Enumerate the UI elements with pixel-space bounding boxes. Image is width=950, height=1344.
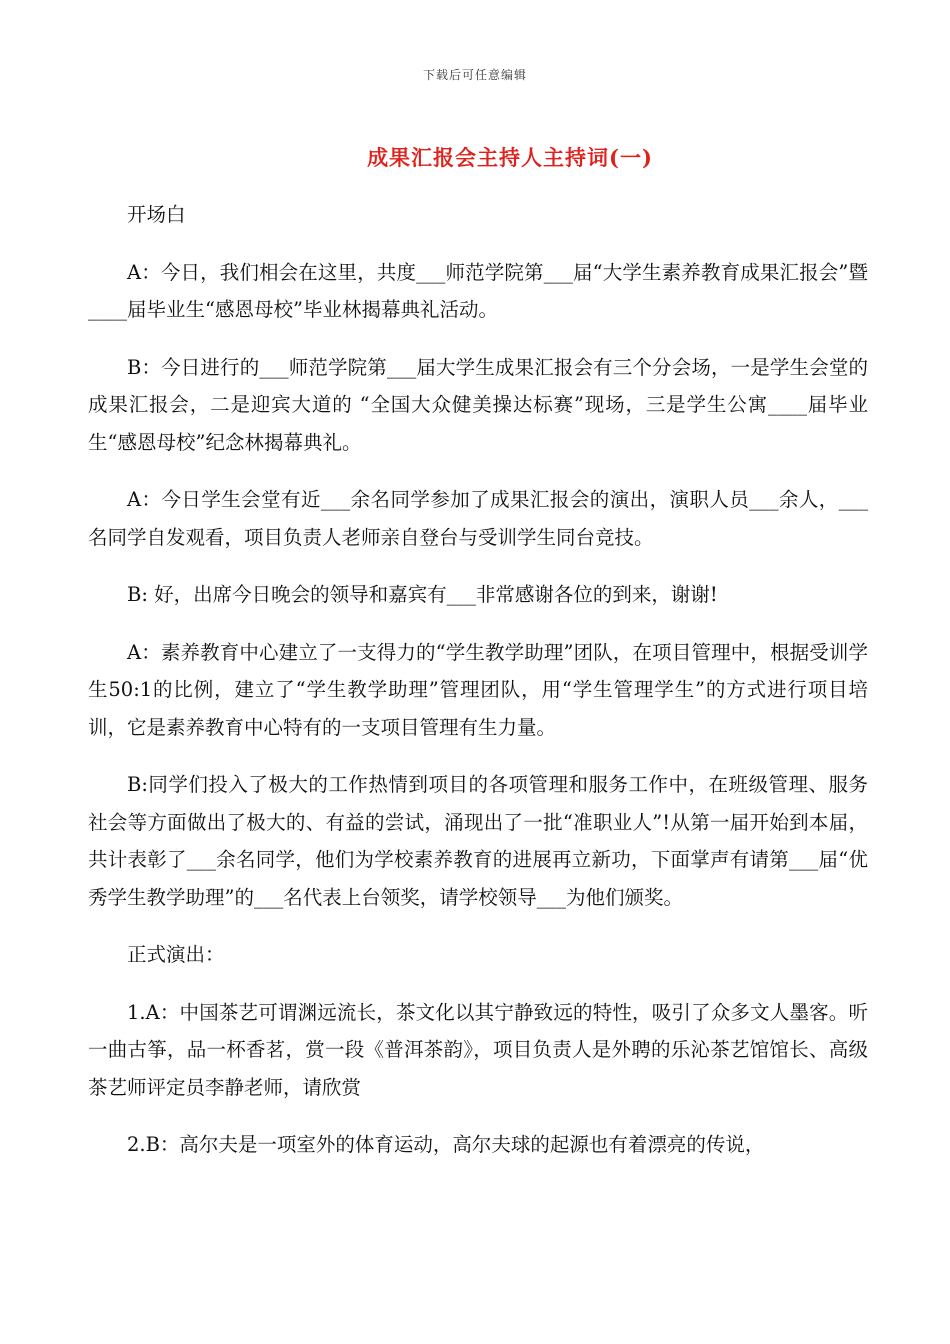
section-heading-performance: 正式演出： <box>127 943 225 966</box>
paragraph: A：素养教育中心建立了一支得力的“学生教学助理”团队，在项目管理中，根据受训学生50:1的比例，建立了“学生教学助理”管理团队，用“学生管理学生”的方式进行项目培训，它是素养教育中心特有的一支项目管理有生力量。 <box>88 640 868 739</box>
document-body <box>88 196 868 1184</box>
paragraph: B: 好，出席今日晚会的领导和嘉宾有___非常感谢各位的到来，谢谢! <box>127 583 718 606</box>
section-heading-opening: 开场白 <box>127 203 186 226</box>
document-title: 成果汇报会主持人主持词(一) <box>367 145 653 170</box>
paragraph: 2.B：高尔夫是一项室外的体育运动，高尔夫球的起源也有着漂亮的传说， <box>127 1133 765 1156</box>
paragraph: A：今日，我们相会在这里，共度___师范学院第___届“大学生素养教育成果汇报会”暨____届毕业生“感恩母校”毕业林揭幕典礼活动。 <box>88 260 868 321</box>
paragraph: A：今日学生会堂有近___余名同学参加了成果汇报会的演出，演职人员___余人，___名同学自发观看，项目负责人老师亲自登台与受训学生同台竞技。 <box>88 488 868 549</box>
paragraph: B:同学们投入了极大的工作热情到项目的各项管理和服务工作中，在班级管理、服务社会等方面做出了极大的、有益的尝试，涌现出了一批“准职业人”!从第一届开始到本届，共计表彰了___余名同学，他们为学校素养教育的进展再立新功，下面掌声有请第___届“优秀学生教学助理”的___名代表上台领奖，请学校领导___为他们颁奖。 <box>88 773 868 909</box>
paragraph: B：今日进行的___师范学院第___届大学生成果汇报会有三个分会场，一是学生会堂的成果汇报会，二是迎宾大道的 “全国大众健美操达标赛”现场，三是学生公寓____届毕业生“感恩母校”纪念林揭幕典礼。 <box>88 355 868 454</box>
page-header-note: 下载后可任意编辑 <box>422 68 527 82</box>
paragraph: 1.A：中国茶艺可谓渊远流长，茶文化以其宁静致远的特性，吸引了众多文人墨客。听一曲古筝，品一杯香茗，赏一段《普洱茶韵》，项目负责人是外聘的乐沁茶艺馆馆长、高级茶艺师评定员李静老师，请欣赏 <box>88 1000 868 1099</box>
